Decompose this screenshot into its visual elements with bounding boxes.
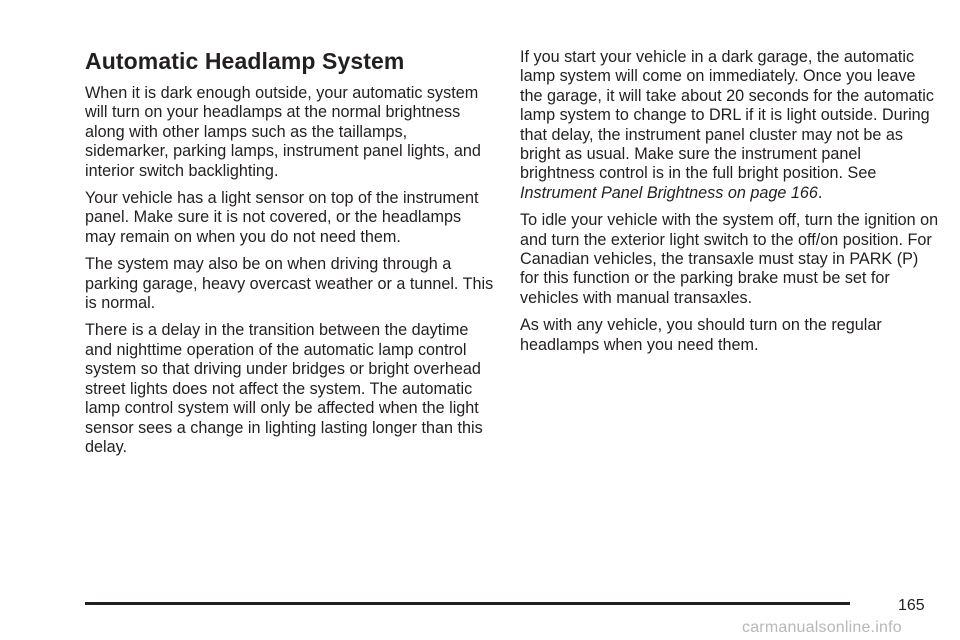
dark-garage-text: If you start your vehicle in a dark garage, the automatic lamp system will come on immediately. Once you leave the garage, it will take about 20 seconds for the automatic lamp system to change to DRL if it is light outside. During that delay, the instrument panel cluster may not be as bright as usual. Make sure the instrument panel brightness control is in the full bright position. See <box>520 48 934 183</box>
paragraph-dark-garage <box>520 48 940 203</box>
paragraph-transition-delay: There is a delay in the transition between the daytime and nighttime operation of the automatic lamp control system so that driving under bridges or bright overhead street lights does not affect the system. The automatic lamp control system will only be affected when the light sensor sees a change in lighting lasting longer than this delay. <box>85 321 483 456</box>
right-column <box>520 48 940 363</box>
section-heading: Automatic Headlamp System <box>85 48 405 74</box>
paragraph-parking-garage: The system may also be on when driving through a parking garage, heavy overcast weather or a tunnel. This is normal. <box>85 255 494 313</box>
paragraph-automatic-system: When it is dark enough outside, your automatic system will turn on your headlamps at the normal brightness along with other lamps such as the taillamps, sidemarker, parking lamps, instrument panel lights, and interior switch backlighting. <box>85 84 481 180</box>
watermark: carmanualsonline.info <box>742 619 902 636</box>
page-number: 165 <box>898 597 925 614</box>
footer-rule <box>85 602 850 605</box>
left-column <box>85 48 495 465</box>
cross-reference-link[interactable]: Instrument Panel Brightness on page 166 <box>520 183 818 202</box>
paragraph-regular-headlamps: As with any vehicle, you should turn on the regular headlamps when you need them. <box>520 316 882 354</box>
paragraph-idle-system-off: To idle your vehicle with the system off, turn the ignition on and turn the exterior light switch to the off/on position. For Canadian vehicles, the transaxle must stay in PARK (P) for this function or the parking brake must be set for vehicles with manual transaxles. <box>520 211 939 307</box>
paragraph-light-sensor: Your vehicle has a light sensor on top of the instrument panel. Make sure it is not covered, or the headlamps may remain on when you do not need them. <box>85 189 479 246</box>
dark-garage-end: . <box>817 183 823 202</box>
